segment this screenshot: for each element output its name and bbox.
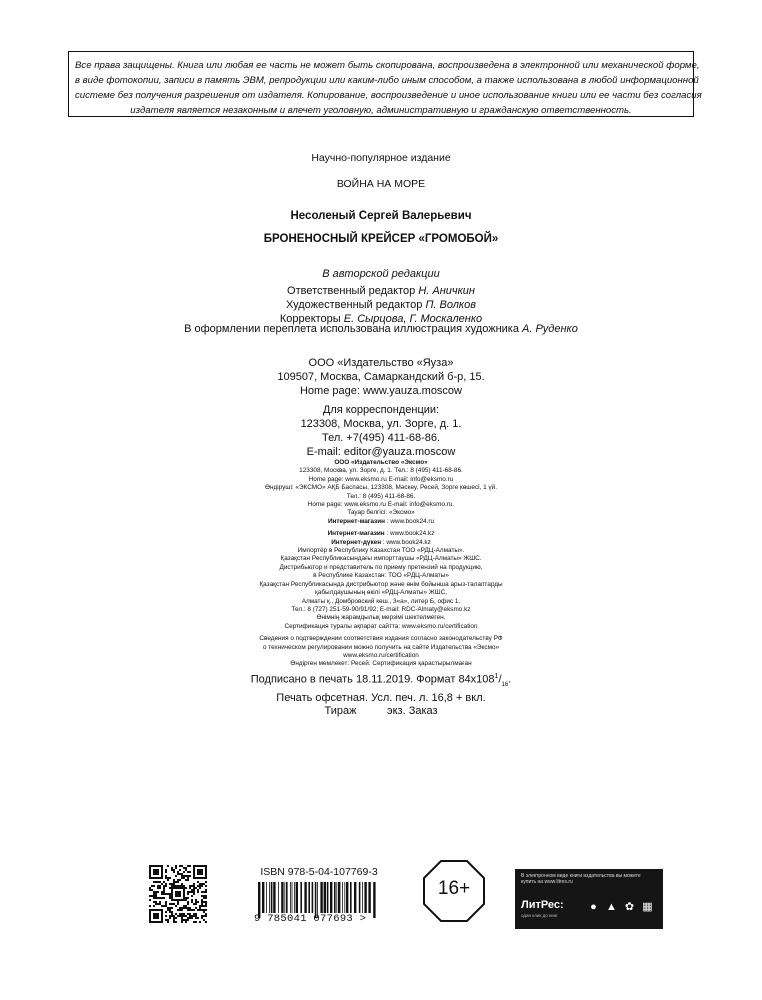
imprint-line: Тел.: 8 (727) 251-59-90/91/92; E-mail: RDC-Almaty@eksmo.kz (291, 605, 471, 613)
credit-line: Корректоры Е. Сырцова, Г. Москаленко (279, 313, 483, 325)
imprint-line: қабылдаушының өкілі «РДЦ-Алматы» ЖШС, (315, 589, 447, 597)
imprint-line: Home page: www.eksmo.ru E-mail: info@eksmo.ru (308, 475, 454, 483)
apple-icon: ● (590, 901, 597, 913)
series-type: Научно-популярное издание (311, 152, 451, 164)
imprint-line: Тауар белгісі: «Эксмо» (347, 509, 415, 517)
credit-line: Художественный редактор П. Волков (286, 299, 476, 311)
imprint-line: Өндіруші: «ЭКСМО» АҚБ Баспасы, 123308, Мәскеу, Ресей, Зорге көшесі, 1 үй. (264, 484, 497, 492)
litres-text: В электронном виде книги издательства вы можете (521, 873, 641, 879)
imprint-line: Интернет-магазин : www.book24.kz (327, 530, 435, 538)
isbn-digits: 9 785041 077693 > (254, 913, 367, 925)
imprint-line: Интернет-дүкен : www.book24.kz (331, 538, 431, 546)
litres-slogan: один клик до книг (521, 913, 558, 918)
imprint-line: Өнімнің жарамдылық мерзімі шектелмеген. (316, 614, 446, 622)
legal-line: Все права защищены. Книга или любая ее часть не может быть скопирована, воспроизведена в электронной или механической форме, (75, 60, 700, 71)
series-name: ВОЙНА НА МОРЕ (336, 178, 426, 190)
legal-line: издателя является незаконным и влечет уголовную, административную и гражданскую ответственность. (130, 105, 632, 116)
credit-line: Ответственный редактор Н. Аничкин (287, 285, 475, 297)
isbn-label: ISBN 978-5-04-107769-3 (260, 866, 378, 878)
imprint-line: Интернет-магазин : www.book24.ru (327, 517, 435, 525)
book-title: БРОНЕНОСНЫЙ КРЕЙСЕР «ГРОМОБОЙ» (263, 233, 499, 245)
imprint-line: Home page: www.eksmo.ru E-mail: info@eksmo.ru. (307, 501, 455, 509)
author-name: Несоленый Сергей Валерьевич (290, 210, 472, 222)
imprint-line: 123308, Москва, ул. Зорге, д. 1. Тел.: 8 (495) 411-68-86. (299, 467, 463, 475)
qr-code-icon (149, 865, 207, 923)
imprint-line: Қазақстан Республикасында дистрибьютор және өнім бойынша арыз-талаптарды (259, 580, 503, 588)
imprint-line: Өндірген мемлекет: Ресей. Сертификация қарастырылмаған (290, 660, 472, 668)
imprint-line: Сертификация туралы ақпарат сайтта: www.eksmo.ru/certification (284, 622, 478, 630)
windows-icon: ▦ (642, 901, 653, 913)
isbn-block (254, 866, 384, 930)
eksmo-imprint-block (0, 459, 762, 669)
litres-logo: ЛитРес: (521, 899, 564, 911)
print-info: Подписано в печать 18.11.2019. Формат $84х108^1/_{16}$. Печать офсетная. Усл. печ. л. 16,8 + вкл. Тираж экз. Заказ (250, 673, 512, 717)
correspondence-info: Для корреспонденции: 123308, Москва, ул. Зорге, д. 1. Тел. +7(495) 411-68-86. E-mail: editor@yauza.moscow (300, 404, 462, 458)
legal-line: в виде фотокопии, записи в память ЭВМ, репродукции или каким-либо иным способом, а также использована в любой информационной (75, 75, 699, 86)
imprint-line: о техническом регулировании можно получить на сайте Издательства «Эксмо» (262, 643, 500, 651)
edition-note: В авторской редакции (322, 268, 440, 280)
imprint-line: www.eksmo.ru/certification (343, 651, 419, 659)
credits (0, 284, 762, 326)
cover-art-credit: В оформлении переплета использована иллюстрация художника А. Руденко (184, 323, 578, 335)
legal-notice-box (68, 51, 702, 117)
imprint-line: в Республике Казахстан: ТОО «РДЦ-Алматы» (313, 572, 449, 580)
litres-text: купить на www.litres.ru (521, 879, 573, 885)
imprint-line: Импортёр в Республику Казахстан ТОО «РДЦ-Алматы». (297, 547, 465, 555)
android-icon: ▲ (606, 901, 617, 913)
imprint-line: ООО «Издательство «Эксмо» (334, 459, 428, 466)
imprint-line: Қазақстан Республикасындағы импорттаушы «РДЦ-Алматы» ЖШС. (280, 555, 482, 563)
settings-icon: ✿ (624, 901, 635, 913)
publisher-info: ООО «Издательство «Яуза» 109507, Москва, Самаркандский б-р, 15. Home page: www.yauza.moscow (277, 357, 485, 397)
imprint-line: Дистрибьютор и представитель по приему претензий на продукцию, (279, 563, 483, 571)
litres-banner (515, 869, 663, 929)
legal-line: системе без получения разрешения от издателя. Копирование, воспроизведение и иное использование книги или ее части без согласия (75, 90, 702, 101)
imprint-line: Тел.: 8 (495) 411-68-86. (346, 492, 416, 500)
imprint-line: Сведения о подтверждении соответствия издания согласно законодательству РФ (259, 635, 503, 643)
imprint-line: Алматы қ., Домбровский көш., 3«а», литер Б, офис 1. (301, 597, 461, 605)
age-rating: 16+ (437, 878, 471, 899)
